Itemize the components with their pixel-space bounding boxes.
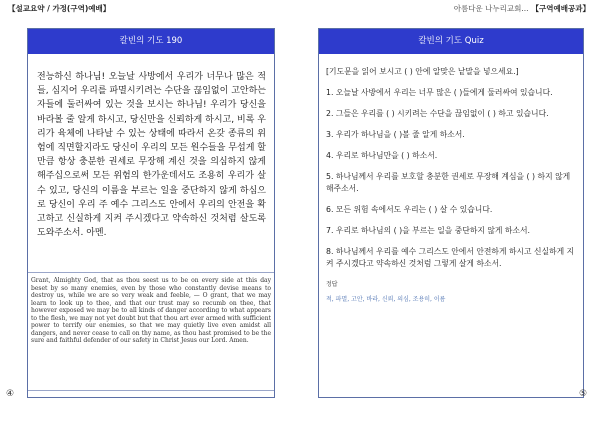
quiz-question: 7. 우리로 하나님의 ( )을 부르는 일을 중단하지 않게 하소서. — [326, 226, 531, 235]
answer-label: 정답 — [326, 281, 338, 288]
quiz-question: 8. 하나님께서 우리를 예수 그리스도 안에서 안전하게 하시고 신실하게 지켜 주시겠다고 약속하신 것처럼 그렇게 살게 하소서. — [326, 247, 575, 268]
answer-list: 적, 파멸, 고안, 바라, 신뢰, 의심, 조용히, 이름 — [326, 296, 446, 303]
divider — [28, 390, 274, 391]
header-tag: 【구역예배공과】 — [531, 4, 590, 13]
left-page — [27, 28, 275, 398]
quiz-question: 4. 우리로 하나님만을 ( ) 하소서. — [326, 151, 438, 160]
page-number-right: ⑤ — [579, 389, 588, 399]
divider — [28, 272, 274, 273]
right-page — [318, 28, 584, 398]
page-number-left: ④ — [6, 389, 15, 399]
quiz-question: 3. 우리가 하나님을 ( )볼 줄 알게 하소서. — [326, 130, 465, 139]
header-left: 【설교요약 / 가정(구역)예배】 — [8, 4, 111, 13]
quiz-question: 5. 하나님께서 우리를 보호할 충분한 권세로 무장해 계심을 ( ) 하지 않게 해주소서. — [326, 172, 571, 193]
quiz-intro: [기도문을 읽어 보시고 ( ) 안에 알맞은 낱말을 넣으세요.] — [326, 67, 519, 76]
header-site-name: 아름다운 나누리교회... — [453, 4, 529, 13]
korean-prayer-text: 전능하신 하나님! 오늘날 사방에서 우리가 너무나 많은 적들, 심지어 우리를 파멸시키려는 수단을 끊임없이 고안하는 자들에 둘러싸여 있는 것을 보시는 하나님! 우리가 당신을 바라볼 줄 알게 하시고, 당신만을 신뢰하게 하시고, 비록 우리가 육체에 나타날 수 있는 상태에 따라서 온갖 종류의 위험에 직면할지라도 당신이 우리의 모든 원수들을 무섭게 할 만큼 항상 충분한 권세로 무장해 계신 것을 의심하지 않게 해주십으로써 모든 위험의 한가운데서도 조용히 우리가 살 수 있고, 당신의 이름을 부르는 일을 중단하지 않게 하심으로 당신이 우리 주 예수 그리스도 안에서 우리의 안전을 확고하고 신실하게 지켜 주시겠다고 약속하신 것처럼 살도록 도와주소서. 아멘. — [37, 72, 266, 239]
quiz-section — [319, 54, 583, 306]
left-page-title: 칼빈의 기도 190 — [28, 29, 274, 54]
quiz-question: 2. 그들은 우리를 ( ) 시키려는 수단을 끊임없이 ( ) 하고 있습니다. — [326, 109, 549, 118]
quiz-question: 1. 오늘날 사방에서 우리는 너무 많은 ( )들에게 둘러싸여 있습니다. — [326, 88, 553, 97]
quiz-question: 6. 모든 위험 속에서도 우리는 ( ) 살 수 있습니다. — [326, 205, 493, 214]
right-page-title: 칼빈의 기도 Quiz — [319, 29, 583, 54]
header-right — [454, 3, 590, 14]
english-prayer-text: Grant, Almighty God, that as thou seest us to be on every side at this day beset by so many enemies, even by those who constantly devise means to destroy us, while we are so very weak and feeble, — O grant, that we may learn to look up to thee, and that our trust may so recumb on thee, that however exposed we may be to all kinds of danger according to what appears to the flesh, we may not yet doubt but that thou art ever armed with sufficient power to terrify our enemies, so that we may quietly live even amidst all dangers, and never cease to call on thy name, as thou hast promised to be the sure and faithful defender of our safety in Christ Jesus our Lord. Amen. — [31, 277, 271, 344]
